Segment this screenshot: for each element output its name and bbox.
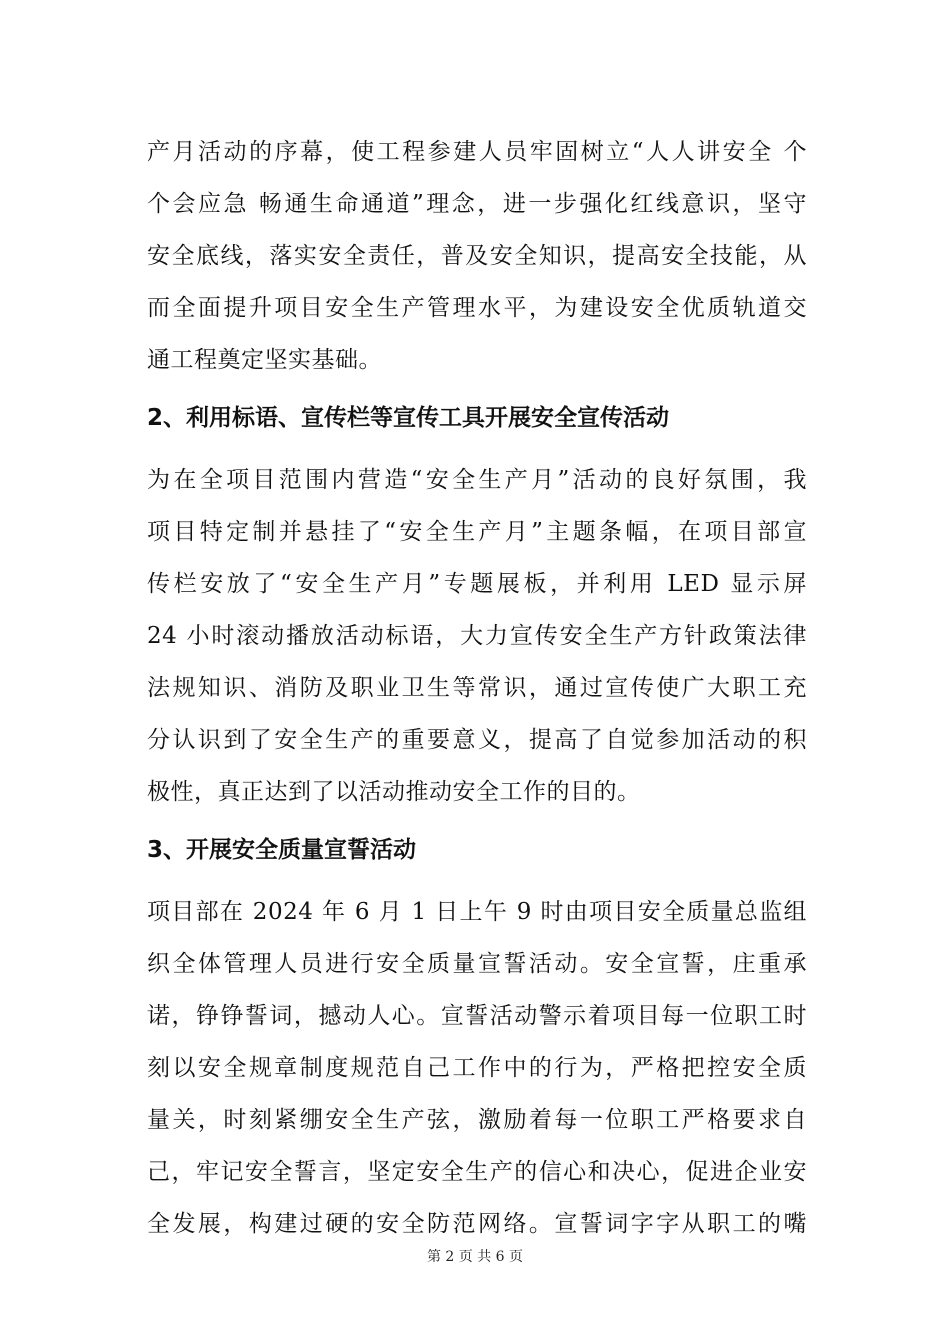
paragraph-2-line: 为在全项目范围内营造“安全生产月”活动的良好氛围，我 (147, 467, 807, 493)
paragraph-3-line: 量关，时刻紧绷安全生产弦，激励着每一位职工严格要求自 (147, 1107, 807, 1133)
paragraph-3-line: 诺，铮铮誓词，撼动人心。宣誓活动警示着项目每一位职工时 (147, 1003, 807, 1029)
paragraph-3-line: 己，牢记安全誓言，坚定安全生产的信心和决心，促进企业安 (147, 1159, 807, 1185)
paragraph-2-line: 分认识到了安全生产的重要意义，提高了自觉参加活动的积 (147, 727, 807, 753)
paragraph-3-line: 全发展，构建过硬的安全防范网络。宣誓词字字从职工的嘴 (147, 1211, 807, 1237)
paragraph-1-line: 而全面提升项目安全生产管理水平，为建设安全优质轨道交 (147, 295, 807, 321)
section-heading-3: 3、开展安全质量宣誓活动 (147, 837, 417, 863)
paragraph-2-line: 24 小时滚动播放活动标语，大力宣传安全生产方针政策法律 (147, 623, 807, 649)
paragraph-2 (147, 454, 807, 818)
paragraph-1-line: 产月活动的序幕，使工程参建人员牢固树立“人人讲安全 个 (147, 139, 807, 165)
paragraph-3 (147, 886, 807, 1250)
paragraph-2-line: 法规知识、消防及职业卫生等常识，通过宣传使广大职工充 (147, 675, 807, 701)
paragraph-2-line: 项目特定制并悬挂了“安全生产月”主题条幅，在项目部宣 (147, 519, 807, 545)
paragraph-1-line: 个会应急 畅通生命通道”理念，进一步强化红线意识，坚守 (147, 191, 807, 217)
document-body (147, 126, 807, 1250)
paragraph-1-line: 通工程奠定坚实基础。 (147, 347, 382, 373)
paragraph-3-line: 刻以安全规章制度规范自己工作中的行为，严格把控安全质 (147, 1055, 807, 1081)
paragraph-2-line: 极性，真正达到了以活动推动安全工作的目的。 (147, 779, 641, 805)
page-number-footer: 第 2 页 共 6 页 (426, 1249, 524, 1265)
paragraph-3-line: 项目部在 2024 年 6 月 1 日上午 9 时由项目安全质量总监组 (147, 899, 807, 925)
paragraph-1-line: 安全底线，落实安全责任，普及安全知识，提高安全技能，从 (147, 243, 807, 269)
section-heading-2: 2、利用标语、宣传栏等宣传工具开展安全宣传活动 (147, 405, 670, 431)
paragraph-1 (147, 126, 807, 386)
paragraph-2-line: 传栏安放了“安全生产月”专题展板，并利用 LED 显示屏 (147, 571, 807, 597)
paragraph-3-line: 织全体管理人员进行安全质量宣誓活动。安全宣誓，庄重承 (147, 951, 807, 977)
